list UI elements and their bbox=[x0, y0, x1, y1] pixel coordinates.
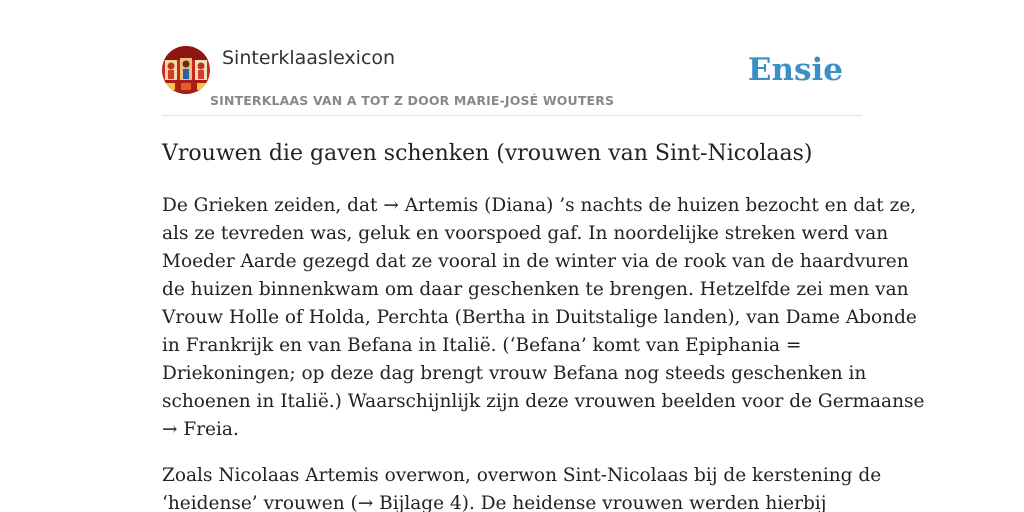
article bbox=[162, 139, 925, 512]
site-header bbox=[162, 46, 862, 116]
paragraph-line: als ze tevreden was, geluk en voorspoed gaf. In noordelijke streken werd van bbox=[162, 223, 889, 244]
paragraph-line: Zoals Nicolaas Artemis overwon, overwon Sint-Nicolaas bij de kerstening de bbox=[162, 465, 882, 486]
article-title: Vrouwen die gaven schenken (vrouwen van Sint-Nicolaas) bbox=[162, 141, 813, 166]
paragraph-line: ‘heidense’ vrouwen (→ Bijlage 4). De heidense vrouwen werden hierbij bbox=[162, 493, 827, 512]
paragraph-line: Driekoningen; op deze dag brengt vrouw Befana nog steeds geschenken in bbox=[162, 363, 867, 384]
ensie-logo[interactable]: Ensie bbox=[747, 52, 843, 88]
site-title[interactable]: Sinterklaaslexicon bbox=[222, 47, 396, 69]
paragraph-line: in Frankrijk en van Befana in Italië. (‘Befana’ komt van Epiphania = bbox=[162, 335, 802, 356]
site-avatar[interactable] bbox=[162, 46, 210, 94]
avatar-image bbox=[162, 46, 210, 94]
paragraph-line: → Freia. bbox=[162, 419, 239, 440]
paragraph-line: De Grieken zeiden, dat → Artemis (Diana) ’s nachts de huizen bezocht en dat ze, bbox=[162, 195, 917, 216]
site-subtitle: SINTERKLAAS VAN A TOT Z DOOR MARIE-JOSÉ WOUTERS bbox=[210, 93, 615, 108]
article-paragraph-2 bbox=[162, 462, 882, 512]
paragraph-line: schoenen in Italië.) Waarschijnlijk zijn deze vrouwen beelden voor de Germaanse bbox=[162, 391, 925, 412]
paragraph-line: Vrouw Holle of Holda, Perchta (Bertha in Duitstalige landen), van Dame Abonde bbox=[162, 307, 917, 328]
article-paragraph-1 bbox=[162, 192, 925, 444]
paragraph-line: Moeder Aarde gezegd dat ze vooral in de winter via de rook van de haardvuren bbox=[162, 251, 909, 272]
paragraph-line: de huizen binnenkwam om daar geschenken te brengen. Hetzelfde zei men van bbox=[162, 279, 909, 300]
